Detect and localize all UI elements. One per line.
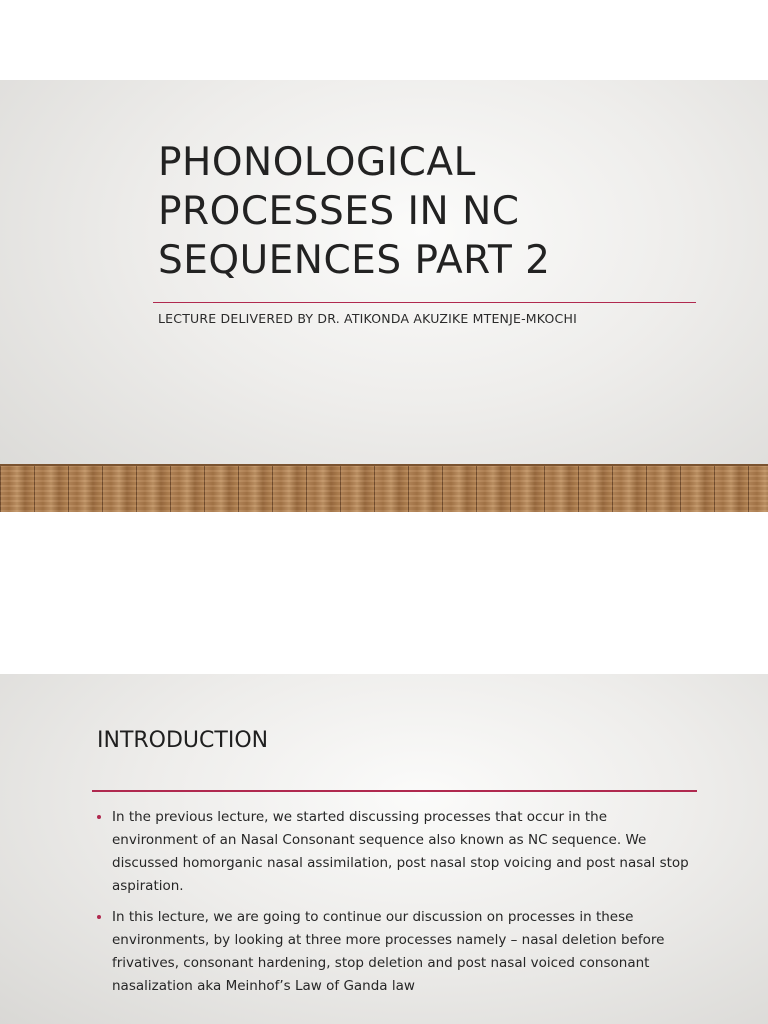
bullet-icon bbox=[97, 915, 101, 919]
bullet-text: In the previous lecture, we started discussing processes that occur in the environment of an Nasal Consonant sequence also known as NC sequence. We discussed homorganic nasal assimilation, post nasal stop voicing and post nasal stop aspiration. bbox=[112, 809, 689, 894]
slide-title: PHONOLOGICAL PROCESSES IN NC SEQUENCES PART 2 bbox=[158, 140, 551, 283]
slide-subtitle: LECTURE DELIVERED BY DR. ATIKONDA AKUZIKE MTENJE-MKOCHI bbox=[158, 311, 577, 326]
wood-floor-decoration bbox=[0, 464, 768, 512]
title-divider bbox=[153, 302, 696, 303]
title-slide bbox=[0, 80, 768, 512]
bullet-list bbox=[97, 806, 697, 1006]
heading-divider bbox=[92, 790, 697, 792]
list-item bbox=[97, 806, 697, 898]
slide-heading: INTRODUCTION bbox=[97, 728, 269, 753]
bullet-text: In this lecture, we are going to continue our discussion on processes in these environments, by looking at three more processes namely – nasal deletion before frivatives, consonant hardening, stop deletion and post nasal voiced consonant nasalization aka Meinhof’s Law of Ganda law bbox=[112, 909, 665, 994]
bullet-icon bbox=[97, 815, 101, 819]
introduction-slide bbox=[0, 674, 768, 1024]
list-item bbox=[97, 906, 697, 998]
